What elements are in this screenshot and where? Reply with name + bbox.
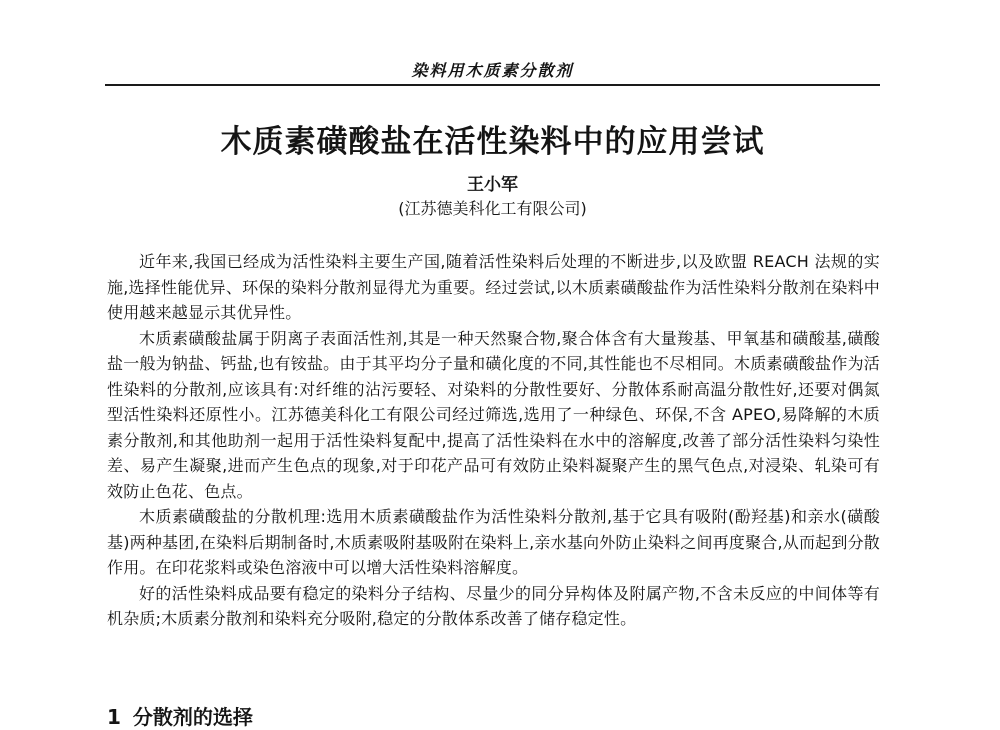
- paragraph-intro: 近年来,我国已经成为活性染料主要生产国,随着活性染料后处理的不断进步,以及欧盟 REACH 法规的实施,选择性能优异、环保的染料分散剂显得尤为重要。经过尝试,以木质素磺酸盐作为活性染料分散剂在染料中使用越来越显示其优异性。: [107, 252, 880, 322]
- running-head: 染料用木质素分散剂: [411, 61, 574, 80]
- paragraph-mechanism: 木质素磺酸盐的分散机理:选用木质素磺酸盐作为活性染料分散剂,基于它具有吸附(酚羟基)和亲水(磺酸基)两种基团,在染料后期制备时,木质素吸附基吸附在染料上,亲水基向外防止染料之间再度聚合,从而起到分散作用。在印花浆料或染色溶液中可以增大活性染料溶解度。: [107, 507, 880, 577]
- section-number: 1: [107, 705, 121, 729]
- header-rule: [105, 84, 880, 86]
- section-title: 分散剂的选择: [132, 705, 253, 729]
- body-text: [107, 249, 880, 632]
- author-name: 王小军: [467, 175, 518, 195]
- paragraph-quality: 好的活性染料成品要有稳定的染料分子结构、尽量少的同分异构体及附属产物,不含未反应的中间体等有机杂质;木质素分散剂和染料充分吸附,稳定的分散体系改善了储存稳定性。: [107, 583, 880, 628]
- article-title: 木质素磺酸盐在活性染料中的应用尝试: [220, 124, 765, 160]
- author-affiliation: (江苏德美科化工有限公司): [398, 199, 587, 218]
- paragraph-properties: 木质素磺酸盐属于阴离子表面活性剂,其是一种天然聚合物,聚合体含有大量羧基、甲氧基和磺酸基,磺酸盐一般为钠盐、钙盐,也有铵盐。由于其平均分子量和磺化度的不同,其性能也不尽相同。木质素磺酸盐作为活性染料的分散剂,应该具有:对纤维的沾污要轻、对染料的分散性要好、分散体系耐高温分散性好,还要对偶氮型活性染料还原性小。江苏德美科化工有限公司经过筛选,选用了一种绿色、环保,不含 APEO,易降解的木质素分散剂,和其他助剂一起用于活性染料复配中,提高了活性染料在水中的溶解度,改善了部分活性染料匀染性差、易产生凝聚,进而产生色点的现象,对于印花产品可有效防止染料凝聚产生的黑气色点,对浸染、轧染可有效防止色花、色点。: [107, 328, 880, 501]
